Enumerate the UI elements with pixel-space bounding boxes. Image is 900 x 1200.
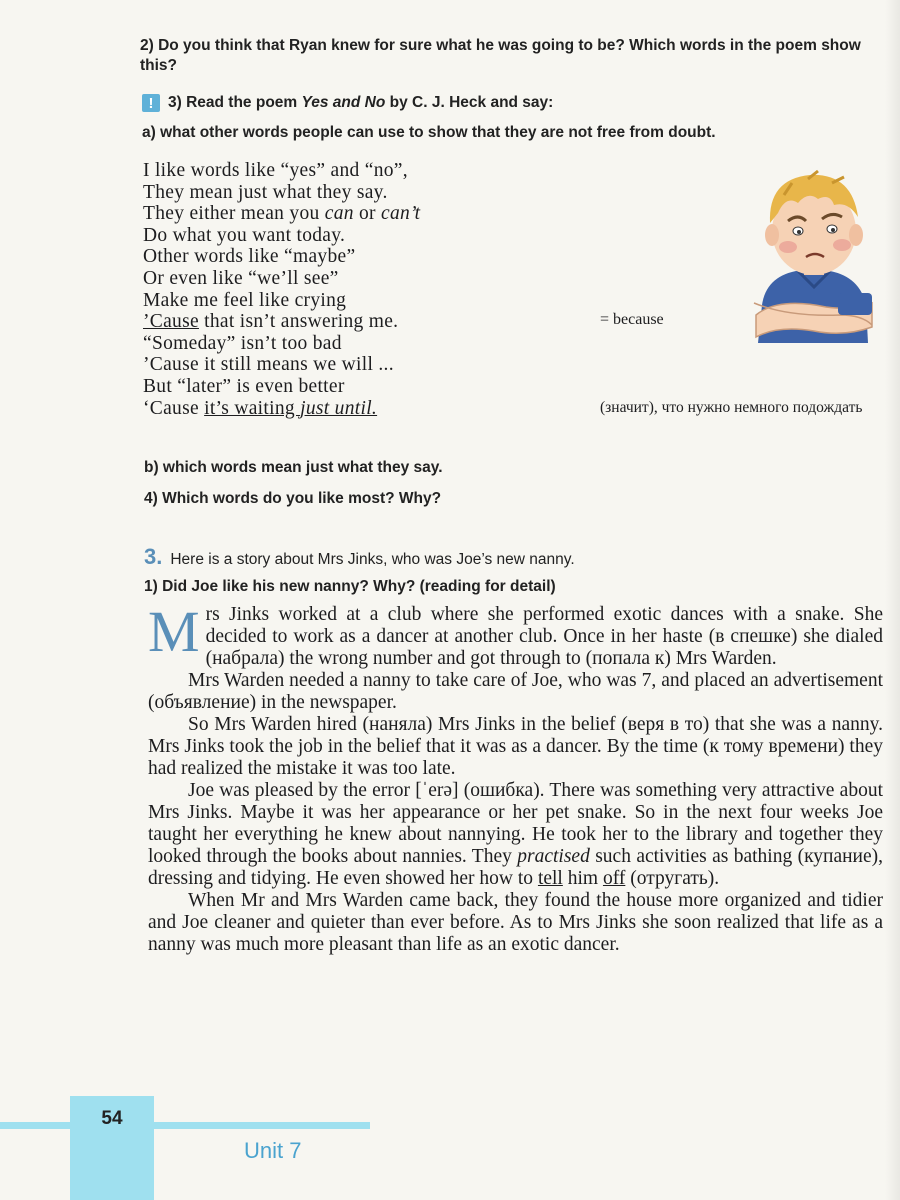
section-3-question-1: 1) Did Joe like his new nanny? Why? (reading for detail) [144,578,556,595]
question-2: 2) Do you think that Ryan knew for sure what he was going to be? Which words in the poem show this? [140,37,861,74]
unit-label: Unit 7 [244,1138,302,1163]
question-3 [142,94,882,112]
gloss-just-until: (значит), что нужно немного подождать [600,399,863,416]
question-3a: a) what other words people can use to show that they are not free from doubt. [142,124,716,141]
page-edge-shadow [885,0,900,1200]
poem-line: “Someday” isn’t too bad [143,332,342,354]
poem-line: Or even like “we’ll see” [143,267,339,289]
poem-line: ’Cause it still means we will ... [143,354,394,376]
story-paragraph: Joe was pleased by the error [ˈerə] (ошибка). There was something very attractive about Mrs Jinks. Maybe it was her appearance or her pet snake. So in the next four weeks Joe taught her everything he knew about nannying. He took her to the library and together they looked through the books about nannies. They practised such activities as bathing (купание), dressing and tidying. He even showed her how to tell him off (отругать). [148,780,883,889]
section-intro: Here is a story about Mrs Jinks, who was Joe’s new nanny. [170,551,575,568]
poem-line: Do what you want today. [143,224,346,246]
poem [143,160,573,419]
poem-line: They either mean you can or can’t [143,203,421,225]
story-paragraph: So Mrs Warden hired (наняла) Mrs Jinks in the belief (веря в то) that she was a nanny. Mrs Jinks took the job in the belief that it was as a dancer. By the time (к тому времени) they had realized the mistake it was too late. [148,714,883,779]
poem-line: I like words like “yes” and “no”, [143,160,408,181]
question-4: 4) Which words do you like most? Why? [144,490,442,507]
section-number: 3. [144,544,163,569]
page-number: 54 [101,1108,123,1129]
poem-line: Make me feel like crying [143,289,347,311]
gloss-because: = because [600,311,664,328]
boy-illustration [748,165,878,350]
footer-band [0,1122,370,1129]
story-paragraph: When Mr and Mrs Warden came back, they found the house more organized and tidier and Joe cleaner and quieter than ever before. As to Mrs Jinks she soon realized that life as a nanny was much more pleasant than life as an exotic dancer. [148,890,883,955]
story-text [148,599,883,956]
question-3-text: 3) Read the poem Yes and No by C. J. Heck and say: [168,94,554,111]
story-paragraph: Mrs Jinks worked at a club where she performed exotic dances with a snake. She decided to work as a dancer at another club. Once in her haste (в спешке) she dialed (набрала) the wrong number and got through to (попала к) Mrs Warden. [148,599,883,669]
boy-arms-crossed-icon [748,165,878,350]
poem-line: But “later” is even better [143,375,345,397]
question-3b: b) which words mean just what they say. [144,459,443,476]
poem-line: Other words like “maybe” [143,246,356,268]
poem-line: ‘Cause it’s waiting just until. [143,397,378,419]
key-exercise-icon: ! [142,94,160,112]
story-paragraph: Mrs Warden needed a nanny to take care of Joe, who was 7, and placed an advertisement (объявление) in the newspaper. [148,670,883,713]
drop-cap: M [148,599,200,664]
section-3-heading [144,544,575,570]
poem-line: They mean just what they say. [143,181,388,203]
poem-line: ’Cause that isn’t answering me. [143,311,399,333]
